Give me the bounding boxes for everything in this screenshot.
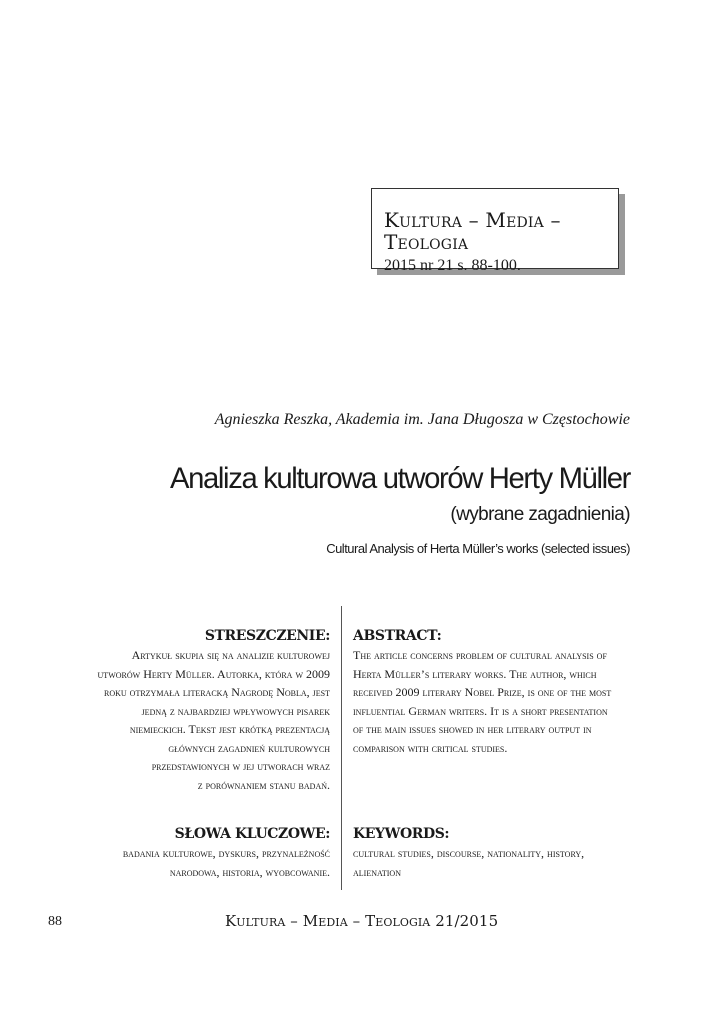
text-line: utworów Herty Müller. Autorka, która w 2009 xyxy=(97,666,330,681)
text-line: narodowa, historia, wyobcowanie. xyxy=(169,864,330,879)
article-author: Agnieszka Reszka, Akademia im. Jana Długosza w Częstochowie xyxy=(214,411,630,428)
text-line: z porównaniem stanu badań. xyxy=(197,777,330,792)
article-title-english: Cultural Analysis of Herta Müller’s works (selected issues) xyxy=(326,541,630,556)
streszczenie-heading: STRESZCZENIE: xyxy=(204,628,330,644)
text-line: received 2009 literary Nobel Prize, is one of the most xyxy=(353,685,612,699)
journal-info-box xyxy=(371,188,619,274)
keywords-text xyxy=(353,844,643,881)
slowa-kluczowe-text xyxy=(60,844,330,881)
page-number: 88 xyxy=(48,914,62,929)
streszczenie-section xyxy=(60,628,330,794)
text-line: jedną z najbardziej wpływowych pisarek xyxy=(141,703,330,718)
article-title: Analiza kulturowa utworów Herty Müller xyxy=(170,462,630,495)
slowa-kluczowe-heading: SŁOWA KLUCZOWE: xyxy=(174,826,330,842)
abstract-section xyxy=(353,628,643,757)
abstract-text xyxy=(353,646,643,757)
keywords-section xyxy=(353,826,643,881)
article-subtitle: (wybrane zagadnienia) xyxy=(450,504,630,525)
column-divider xyxy=(341,606,342,890)
footer-journal-name: Kultura – Media – Teologia 21/2015 xyxy=(225,912,499,930)
text-line: przedstawionych w jej utworach wraz xyxy=(151,759,330,773)
text-line: niemieckich. Tekst jest krótką prezentacją xyxy=(129,722,330,736)
text-line: Artykuł skupia się na analizie kulturowej xyxy=(131,648,330,662)
text-line: roku otrzymała literacką Nagrodę Nobla, jest xyxy=(104,685,330,699)
text-line: influential German writers. It is a short presentation xyxy=(353,703,608,718)
text-line: Herta Müller’s literary works. The author, which xyxy=(353,666,597,681)
journal-name: Kultura – Media – Teologia xyxy=(384,208,561,254)
slowa-kluczowe-section xyxy=(60,826,330,881)
text-line: of the main issues showed in her literary output in xyxy=(353,722,592,736)
keywords-heading: KEYWORDS: xyxy=(353,826,450,842)
journal-issue: 2015 nr 21 s. 88-100. xyxy=(384,257,521,274)
text-line: The article concerns problem of cultural analysis of xyxy=(353,648,607,662)
text-line: alienation xyxy=(353,864,401,879)
text-line: badania kulturowe, dyskurs, przynależność xyxy=(122,846,330,860)
abstract-heading: ABSTRACT: xyxy=(353,628,442,644)
text-line: cultural studies, discourse, nationality, history, xyxy=(353,846,585,860)
text-line: głównych zagadnień kulturowych xyxy=(168,740,330,755)
text-line: comparison with critical studies. xyxy=(353,740,508,755)
streszczenie-text xyxy=(60,646,330,794)
